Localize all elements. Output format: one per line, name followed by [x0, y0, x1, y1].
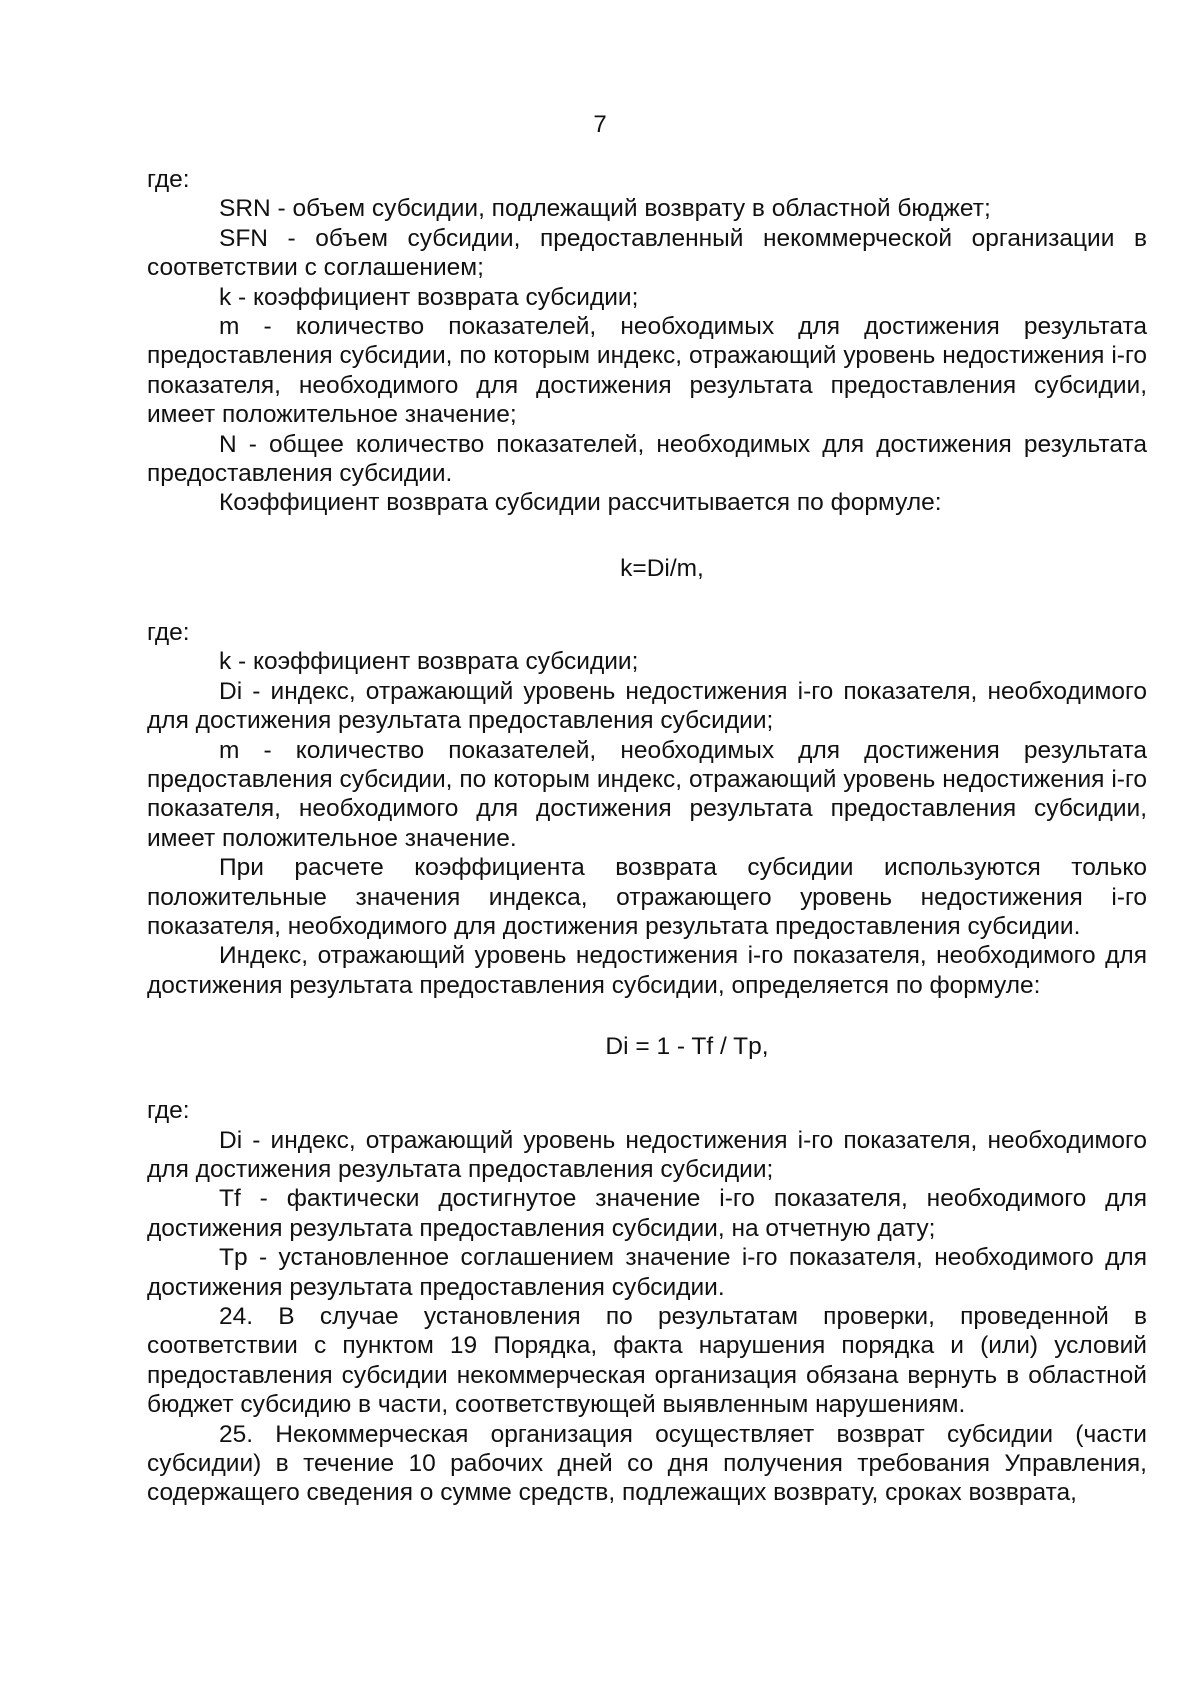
- page-number: 7: [593, 111, 607, 138]
- definition-di: Di - индекс, отражающий уровень недостижения i-го показателя, необходимого для достижения результата предоставления субсидии;: [147, 677, 1147, 735]
- where-label: где:: [147, 1097, 190, 1125]
- definition-sfn: SFN - объем субсидии, предоставленный некоммерческой организации в соответствии с соглашением;: [147, 224, 1147, 282]
- definition-m: m - количество показателей, необходимых для достижения результата предоставления субсидии, по которым индекс, отражающий уровень недостижения i-го показателя, необходимого для достижения результата предоставления субсидии, имеет положительное значение;: [147, 313, 1147, 429]
- where-label: где:: [147, 618, 190, 646]
- definition-k: k - коэффициент возврата субсидии;: [219, 648, 639, 676]
- clause-25: 25. Некоммерческая организация осуществляет возврат субсидии (части субсидии) в течение 10 рабочих дней со дня получения требования Управления, содержащего сведения о сумме средств, подлежащих возврату, сроках возврата,: [147, 1420, 1147, 1507]
- definition-di: Di - индекс, отражающий уровень недостижения i-го показателя, необходимого для достижения результата предоставления субсидии;: [147, 1126, 1147, 1183]
- positive-values-note: При расчете коэффициента возврата субсидии используются только положительные значения индекса, отражающего уровень недостижения i-го показателя, необходимого для достижения результата предоставления субсидии.: [147, 854, 1147, 940]
- definition-k: k - коэффициент возврата субсидии;: [219, 283, 639, 311]
- definition-srn: SRN - объем субсидии, подлежащий возврату в областной бюджет;: [219, 195, 991, 223]
- definition-m: m - количество показателей, необходимых для достижения результата предоставления субсидии, по которым индекс, отражающий уровень недостижения i-го показателя, необходимого для достижения результата предоставления субсидии, имеет положительное значение.: [147, 736, 1147, 852]
- clause-24: 24. В случае установления по результатам проверки, проведенной в соответствии с пунктом 19 Порядка, факта нарушения порядка и (или) условий предоставления субсидии некоммерческая организация обязана вернуть в областной бюджет субсидию в части, соответствующей выявленным нарушениям.: [147, 1303, 1147, 1419]
- definition-tf: Tf - фактически достигнутое значение i-го показателя, необходимого для достижения результата предоставления субсидии, на отчетную дату;: [147, 1185, 1147, 1242]
- definition-n: N - общее количество показателей, необходимых для достижения результата предоставления субсидии.: [147, 430, 1147, 488]
- coefficient-intro: Коэффициент возврата субсидии рассчитывается по формуле:: [219, 489, 942, 517]
- spacer: [147, 518, 1147, 540]
- definition-tp: Tp - установленное соглашением значение i-го показателя, необходимого для достижения результата предоставления субсидии.: [147, 1244, 1147, 1301]
- formula-di: Di = 1 - Tf / Tp,: [605, 1033, 769, 1061]
- where-label: где:: [147, 166, 190, 193]
- document-body: [147, 165, 1147, 1508]
- formula-k: k=Di/m,: [620, 554, 704, 582]
- index-intro: Индекс, отражающий уровень недостижения i-го показателя, необходимого для достижения результата предоставления субсидии, определяется по формуле:: [147, 942, 1147, 999]
